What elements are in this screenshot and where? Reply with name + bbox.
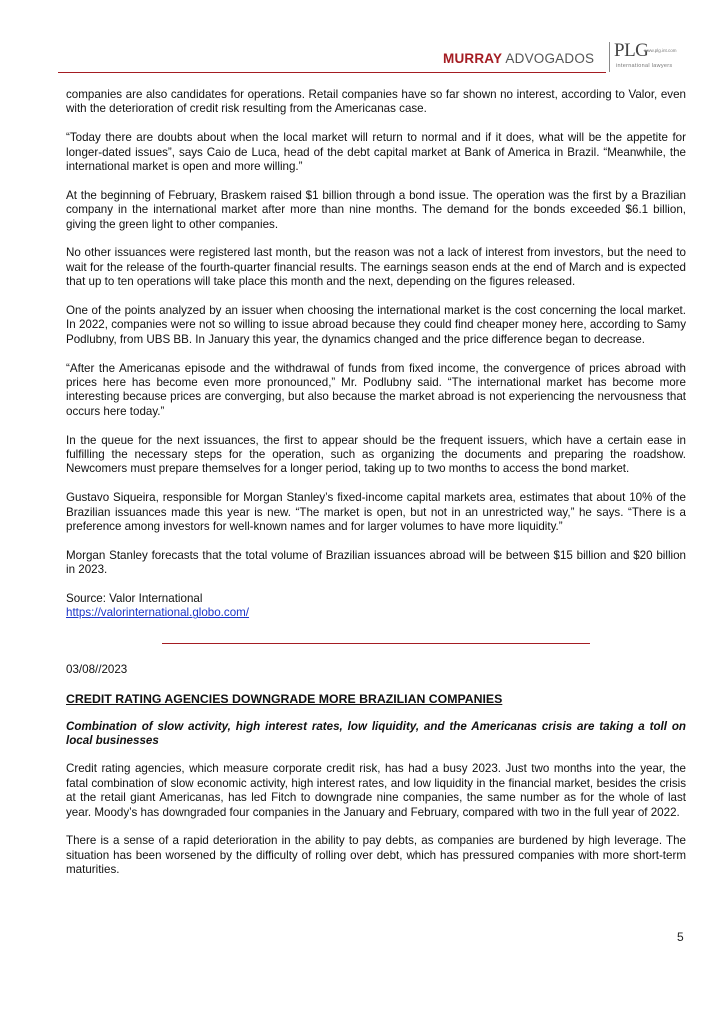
logo-small-text: www.plg.int.com: [644, 48, 677, 53]
paragraph: No other issuances were registered last month, but the reason was not a lack of interest from investors, but the need to wait for the release of the fourth-quarter financial results. The earnings season ends at the end of March and is expected that up to ten operations will take place this month and the next, depending on the figures released.: [66, 246, 686, 289]
paragraph: Morgan Stanley forecasts that the total volume of Brazilian issuances abroad will be between $15 billion and $20 billion in 2023.: [66, 548, 686, 577]
paragraph: Credit rating agencies, which measure corporate credit risk, has had a busy 2023. Just two months into the year, the fatal combination of slow economic activity, high interest rates, and low liquidity in the financial market, besides the crisis at the retail giant Americanas, has led Fitch to downgrade nine companies, the same number as for the whole of last year. Moody’s has downgraded four companies in the January and February, compared with two in the full year of 2022.: [66, 762, 686, 819]
document-body: [66, 88, 686, 892]
source-label: Source: Valor International: [66, 592, 203, 606]
section-divider: [162, 643, 590, 644]
logo-tagline: international lawyers: [616, 63, 673, 69]
brand-name: [443, 51, 594, 66]
header-rule: [58, 72, 606, 73]
logo-separator: [609, 42, 610, 72]
paragraph: “After the Americanas episode and the withdrawal of funds from fixed income, the convergence of prices abroad with prices here has become even more pronounced,” Mr. Podlubny said. “The international market has become more interesting because prices are converging, but also because the market abroad is not experiencing the nervousness that occurs here today.”: [66, 361, 686, 418]
page-header: [58, 38, 698, 78]
article-date: 03/08//2023: [66, 662, 128, 676]
paragraph: In the queue for the next issuances, the first to appear should be the frequent issuers, which have a certain ease in fulfilling the necessary steps for the operation, such as organizing the documents and preparing the roadshow. Newcomers must prepare themselves for a longer period, taking up to two months to access the bond market.: [66, 433, 686, 476]
brand-name-part2: ADVOGADOS: [502, 51, 595, 66]
article-headline: CREDIT RATING AGENCIES DOWNGRADE MORE BRAZILIAN COMPANIES: [66, 691, 503, 706]
page-number: 5: [677, 930, 684, 944]
paragraph: “Today there are doubts about when the local market will return to normal and if it does, what will be the appetite for longer-dated issues”, says Caio de Luca, head of the debt capital market at Bank of America in Brazil. “Meanwhile, the international market is open and more willing.”: [66, 131, 686, 174]
plg-logo: [614, 42, 688, 72]
logo-text: PLG: [614, 40, 649, 61]
paragraph: Gustavo Siqueira, responsible for Morgan Stanley’s fixed-income capital markets area, estimates that about 10% of the Brazilian issuances made this year is new. “The market is open, but not in an unrestricted way,” he says. “There is a preference among investors for well-known names and for larger volumes to have more liquidity.”: [66, 491, 686, 534]
paragraph: companies are also candidates for operations. Retail companies have so far shown no interest, according to Valor, even with the deterioration of credit risk resulting from the Americanas case.: [66, 88, 686, 116]
article-subheadline: Combination of slow activity, high interest rates, low liquidity, and the Americanas crisis are taking a toll on local businesses: [66, 720, 686, 748]
source-link[interactable]: https://valorinternational.globo.com/: [66, 606, 250, 620]
paragraph: At the beginning of February, Braskem raised $1 billion through a bond issue. The operation was the first by a Brazilian company in the international market after more than nine months. The demand for the bonds exceeded $6.1 billion, giving the green light to other companies.: [66, 188, 686, 231]
paragraph: There is a sense of a rapid deterioration in the ability to pay debts, as companies are burdened by high leverage. The situation has been worsened by the difficulty of rolling over debt, which has pressured companies with more short-term maturities.: [66, 834, 686, 877]
brand-name-part1: MURRAY: [443, 51, 503, 66]
paragraph: One of the points analyzed by an issuer when choosing the international market is the cost concerning the local market. In 2022, companies were not so willing to issue abroad because they could find cheaper money here, according to Samy Podlubny, from UBS BB. In January this year, the dynamics changed and the price difference began to decrease.: [66, 304, 686, 346]
